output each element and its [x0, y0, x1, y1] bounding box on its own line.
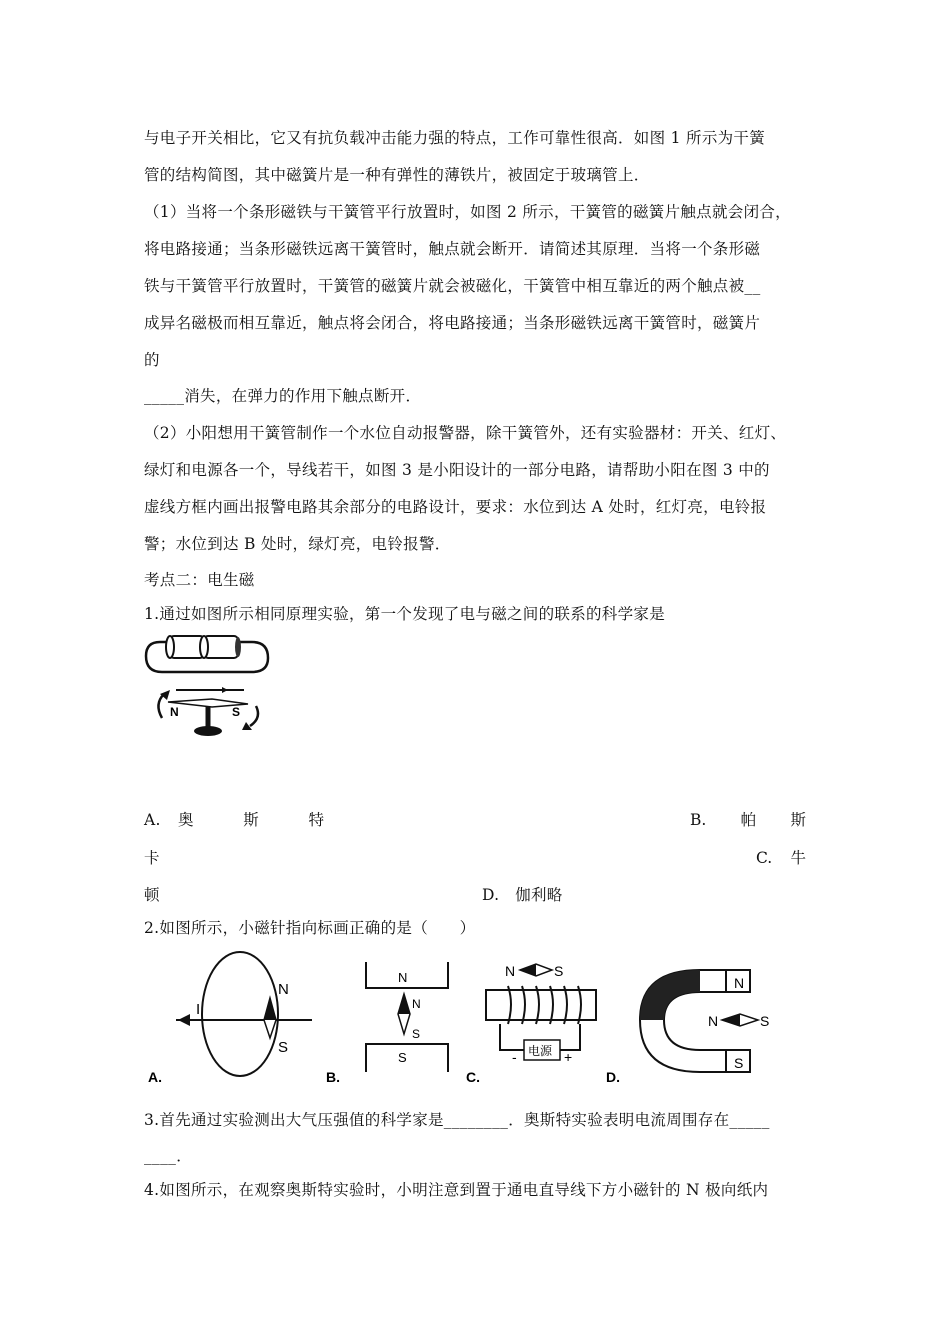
- q2-stem: 2.如图所示，小磁针指向标画正确的是（ ）: [144, 919, 476, 937]
- q1-option-b-tail: 卡: [144, 849, 160, 867]
- q1-option-a-char: 特: [308, 811, 324, 829]
- part2-line-1: （2）小阳想用干簧管制作一个水位自动报警器，除干簧管外，还有实验器材：开关、红灯、: [144, 424, 787, 442]
- part1-line-2: 将电路接通；当条形磁铁远离干簧管时，触点就会断开．请简述其原理．当将一个条形磁: [144, 240, 761, 258]
- needle-s-label: S: [232, 705, 241, 719]
- part1-line-5: 的: [144, 351, 160, 369]
- part1-line-1: （1）当将一个条形磁铁与干簧管平行放置时，如图 2 所示，干簧管的磁簧片触点就会闭合，: [144, 203, 791, 221]
- q1-option-c: [756, 848, 806, 868]
- intro-line-1: 与电子开关相比，它又有抗负载冲击能力强的特点，工作可靠性很高．如图 1 所示为干簧: [144, 129, 766, 147]
- oersted-figure: [140, 632, 280, 740]
- figure-b-label: B.: [326, 1069, 340, 1085]
- battery-icon: [166, 636, 241, 658]
- figure-d-needle-s: S: [760, 1013, 770, 1029]
- part2-line-2: 绿灯和电源各一个，导线若干，如图 3 是小阳设计的一部分电路，请帮助小阳在图 3 中的: [144, 461, 770, 479]
- q1-option-b-letter: B.: [690, 811, 707, 829]
- part1-line-6: _____消失，在弹力的作用下触点断开．: [144, 387, 422, 405]
- q2-figures: [140, 948, 800, 1088]
- part2-line-3: 虚线方框内画出报警电路其余部分的电路设计，要求：水位到达 A 处时，红灯亮，电铃报: [144, 498, 767, 516]
- q4-stem: 4.如图所示，在观察奥斯特实验时，小明注意到置于通电直导线下方小磁针的 N 极向纸内: [144, 1181, 769, 1199]
- q1-option-c-letter: C.: [756, 849, 773, 867]
- rotation-arrow-left-icon: [158, 694, 164, 718]
- q1-option-a-char: 斯: [243, 811, 259, 829]
- q1-option-b-char: 帕: [740, 811, 757, 829]
- figure-c-needle-n: N: [505, 963, 516, 979]
- part1-line-4: 成异名磁极而相互靠近，触点将会闭合，将电路接通；当条形磁铁远离干簧管时，磁簧片: [144, 314, 761, 332]
- figure-a-n-label: N: [278, 981, 289, 998]
- figure-d-bottom-label: S: [734, 1055, 744, 1071]
- current-arrow-icon: [178, 1014, 190, 1026]
- rotation-arrow-right-icon: [250, 706, 258, 726]
- figure-b-needle-s: S: [412, 1027, 421, 1041]
- figure-d-needle-n: N: [708, 1013, 719, 1029]
- intro-line-2: 管的结构简图，其中磁簧片是一种有弹性的薄铁片，被固定于玻璃管上．: [144, 166, 650, 184]
- needle-n-label: N: [170, 705, 179, 719]
- section-title: 考点二：电生磁: [144, 571, 255, 589]
- stand-base: [194, 726, 222, 736]
- q1-option-c-char: 牛: [790, 849, 806, 867]
- q1-stem: 1.通过如图所示相同原理实验，第一个发现了电与磁之间的联系的科学家是: [144, 605, 665, 623]
- figure-b-needle-n: N: [412, 997, 421, 1011]
- figure-a: [148, 952, 312, 1085]
- figure-c-minus-label: -: [512, 1049, 517, 1065]
- figure-c-needle-s: S: [554, 963, 564, 979]
- figure-a-label: A.: [148, 1069, 162, 1085]
- part1-line-3: 铁与干簧管平行放置时，干簧管的磁簧片就会被磁化，干簧管中相互靠近的两个触点被__: [144, 277, 761, 295]
- q3-line-2: ____．: [144, 1147, 193, 1165]
- q1-option-a-letter: A.: [144, 811, 161, 829]
- figure-b: [326, 962, 448, 1085]
- q1-option-b-char: 斯: [790, 811, 806, 829]
- q1-option-b: [690, 810, 806, 830]
- q3-line-1: 3.首先通过实验测出大气压强值的科学家是________．奥斯特实验表明电流周围存在_____: [144, 1111, 770, 1129]
- figure-a-s-label: S: [278, 1039, 289, 1056]
- figure-b-top-label: N: [398, 970, 408, 985]
- q1-option-a-char: 奥: [178, 811, 194, 829]
- figure-c-power-label: 电源: [528, 1044, 553, 1058]
- figure-c-plus-label: +: [564, 1049, 573, 1065]
- figure-d-label: D.: [606, 1069, 620, 1085]
- figure-b-bottom-label: S: [398, 1050, 407, 1065]
- figure-a-current-label: I: [196, 1001, 201, 1018]
- q1-option-c-tail: 顿: [144, 886, 160, 904]
- figure-d: [606, 970, 769, 1085]
- figure-c-label: C.: [466, 1069, 480, 1085]
- current-arrow-icon: [222, 687, 228, 693]
- q1-option-d: D. 伽利略: [482, 886, 563, 904]
- part2-line-4: 警；水位到达 B 处时，绿灯亮，电铃报警．: [144, 535, 451, 553]
- figure-d-top-label: N: [734, 975, 745, 991]
- q1-option-a: [178, 810, 324, 830]
- figure-c: [466, 963, 596, 1085]
